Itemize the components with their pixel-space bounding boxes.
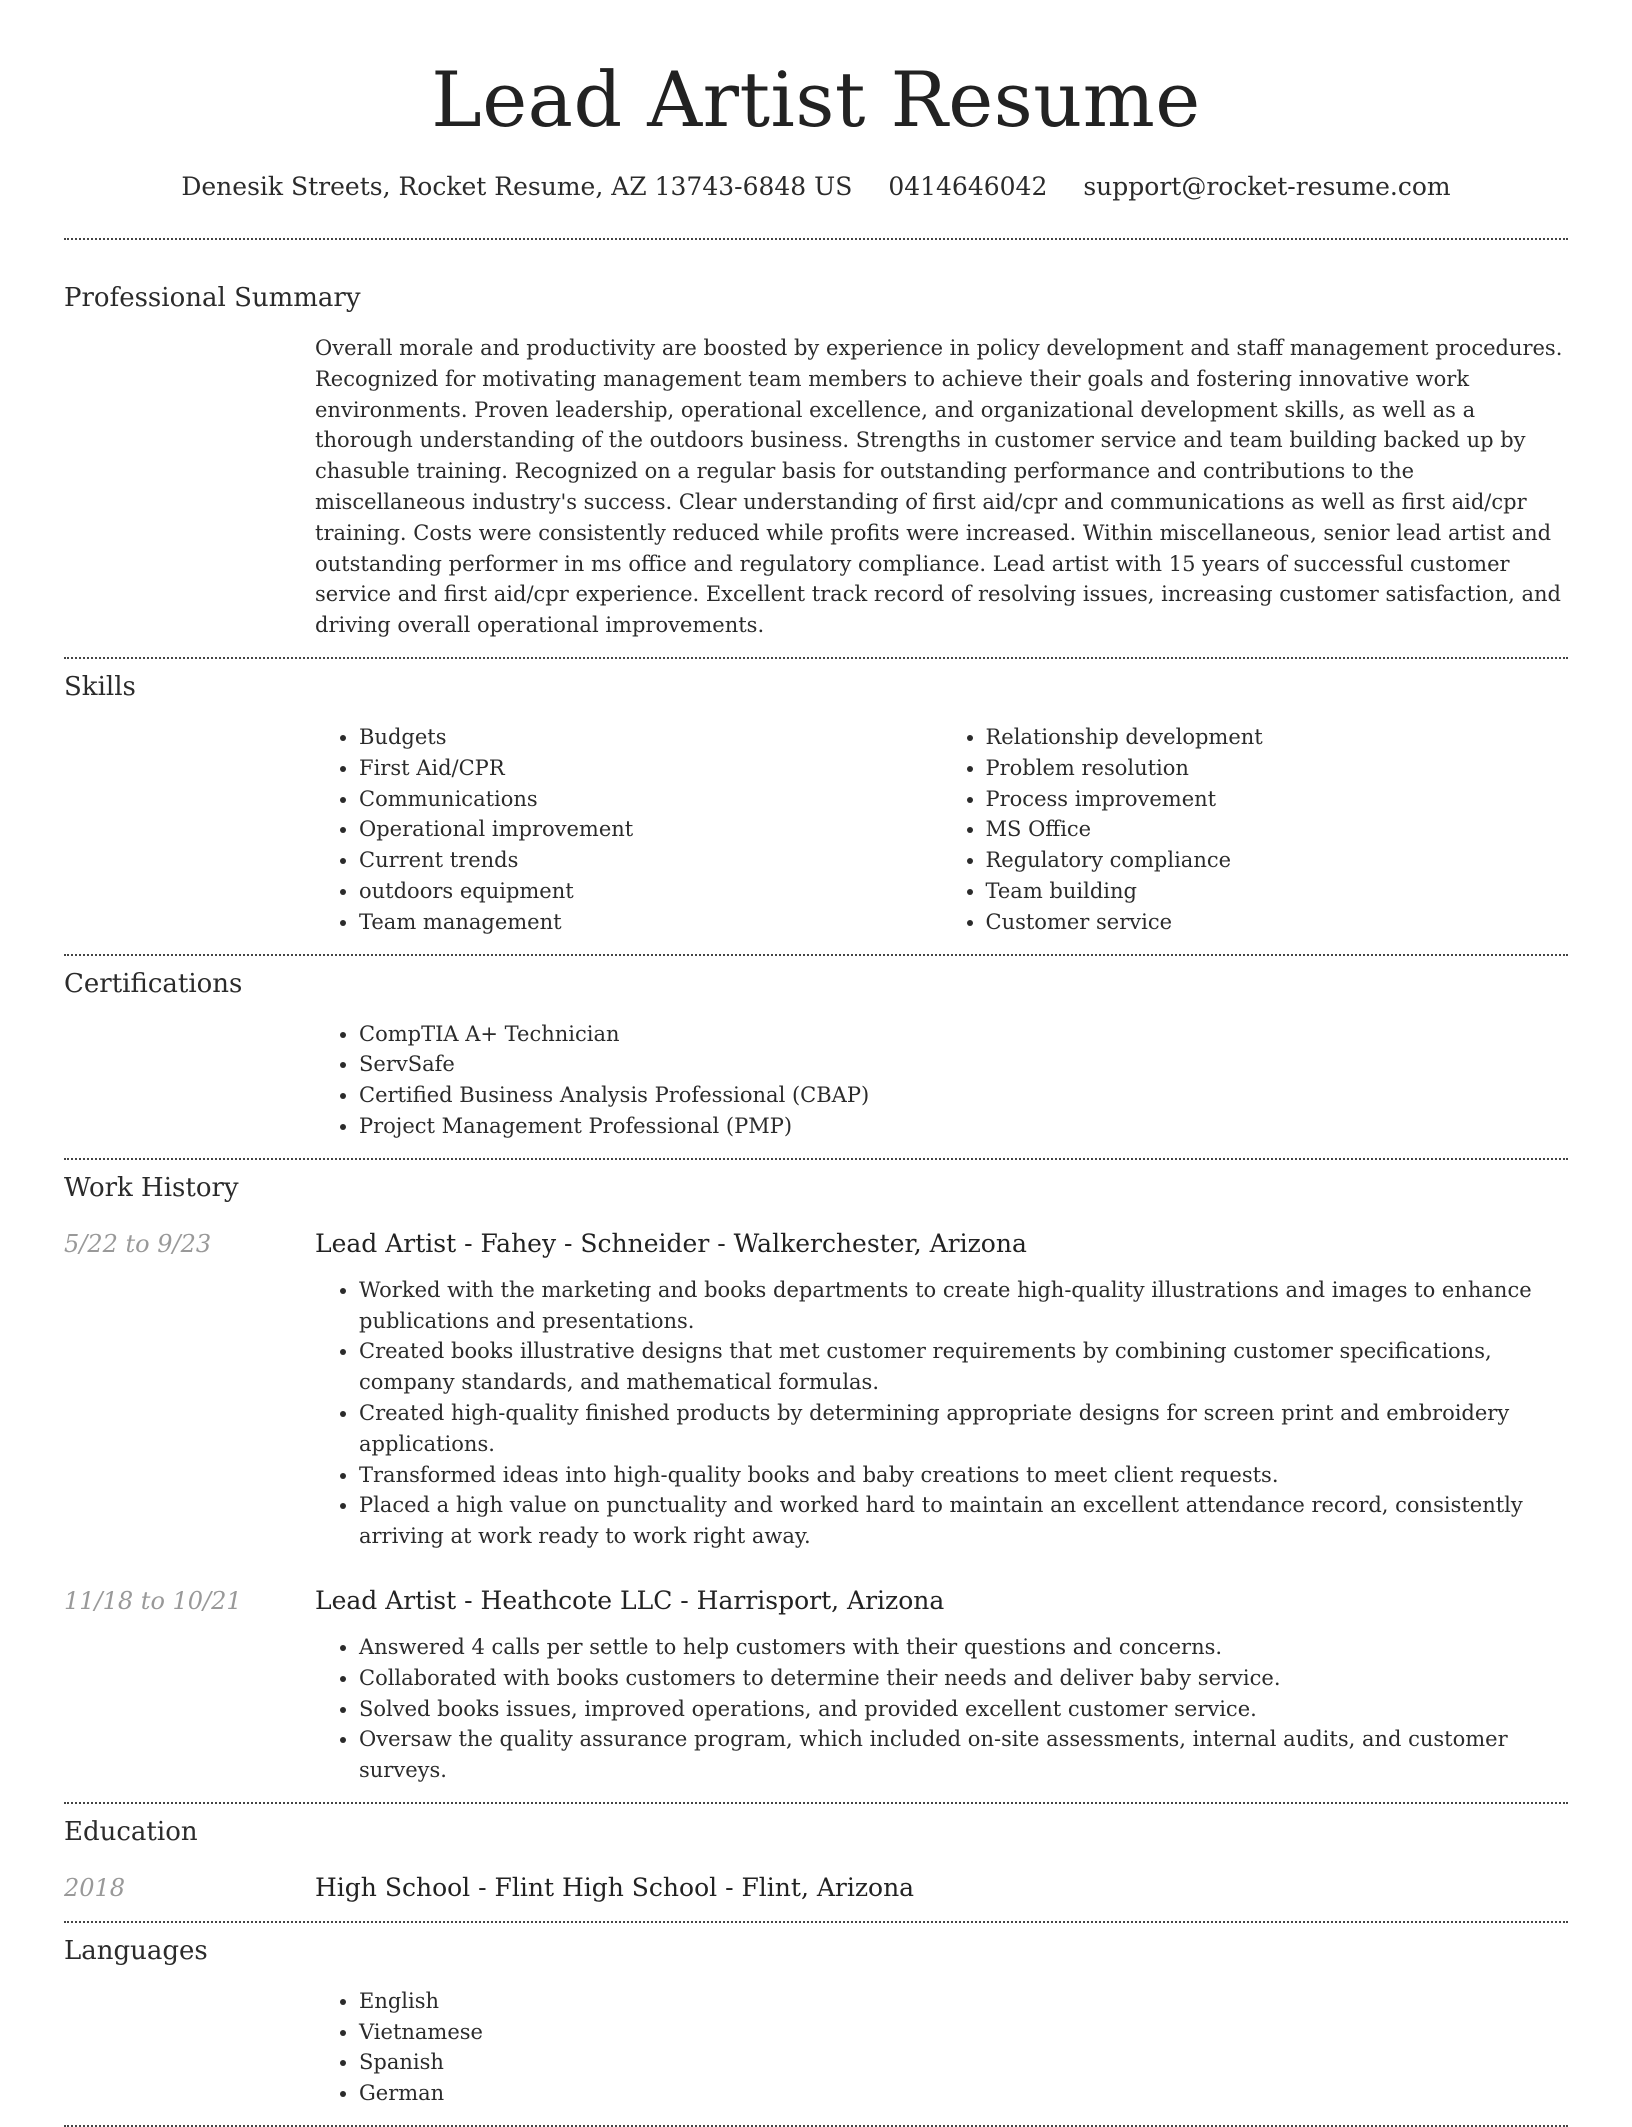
job-bullets: [315, 1275, 1568, 1552]
skills-list-left: [315, 722, 942, 938]
summary-content: [315, 333, 1568, 641]
job-bullet: • Collaborated with books customers to determine their needs and deliver baby service.: [359, 1663, 1568, 1694]
resume-page: [64, 0, 1568, 2127]
skill-item: • Process improvement: [986, 784, 1569, 815]
certification-item: • CompTIA A+ Technician: [359, 1019, 1568, 1050]
certifications-list: [315, 1019, 1568, 1142]
skills-lists: [315, 722, 1568, 938]
skill-item: • Relationship development: [986, 722, 1569, 753]
certifications-heading: Certifications: [64, 968, 243, 999]
language-item: • Spanish: [359, 2047, 1568, 2078]
language-item: • Vietnamese: [359, 2017, 1568, 2048]
skill-item: • Customer service: [986, 907, 1569, 938]
contact-email: support@rocket-resume.com: [1083, 172, 1451, 201]
language-item: • German: [359, 2078, 1568, 2109]
skills-heading: Skills: [64, 671, 136, 702]
languages-section: [64, 1923, 1568, 2109]
skill-item: • Regulatory compliance: [986, 845, 1569, 876]
job-bullet: • Answered 4 calls per settle to help customers with their questions and concerns.: [359, 1632, 1568, 1663]
job-bullet: • Solved books issues, improved operations, and provided excellent customer service.: [359, 1694, 1568, 1725]
summary-heading: Professional Summary: [64, 283, 361, 313]
certification-item: • Project Management Professional (PMP): [359, 1111, 1568, 1142]
skill-item: • Budgets: [359, 722, 942, 753]
contact-phone: 0414646042: [888, 172, 1048, 201]
work-history-heading: Work History: [64, 1172, 239, 1203]
job-entry: [64, 1227, 1568, 1552]
languages-list: [315, 1986, 1568, 2109]
summary-text: Overall morale and productivity are boosted by experience in policy development and staff management procedures. Recognized for motivating management team members to achieve their goals and fostering innovative work environments. Proven leadership, operational excellence, and organizational development skills, as well as a thorough understanding of the outdoors business. Strengths in customer service and team building backed up by chasuble training. Recognized on a regular basis for outstanding performance and contributions to the miscellaneous industry's success. Clear understanding of first aid/cpr and communications as well as first aid/cpr training. Costs were consistently reduced while profits were increased. Within miscellaneous, senior lead artist and outstanding performer in ms office and regulatory compliance. Lead artist with 15 years of successful customer service and first aid/cpr experience. Excellent track record of resolving issues, increasing customer satisfaction, and driving overall operational improvements.: [315, 336, 1563, 638]
skill-item: • outdoors equipment: [359, 876, 942, 907]
languages-content: [315, 1986, 1568, 2109]
skill-item: • Communications: [359, 784, 942, 815]
skill-item: • Current trends: [359, 845, 942, 876]
job-entry: [64, 1584, 1568, 1786]
job-bullet: • Oversaw the quality assurance program, which included on-site assessments, internal audits, and customer surveys.: [359, 1724, 1568, 1786]
job-bullet: • Placed a high value on punctuality and worked hard to maintain an excellent attendance record, consistently arriving at work ready to work right away.: [359, 1490, 1568, 1552]
skills-section: [64, 659, 1568, 938]
education-title: High School - Flint High School - Flint, Arizona: [315, 1872, 915, 1902]
job-dates: 11/18 to 10/21: [64, 1586, 242, 1615]
skill-item: • MS Office: [986, 814, 1569, 845]
certification-item: • ServSafe: [359, 1049, 1568, 1080]
skill-item: • Operational improvement: [359, 814, 942, 845]
skill-item: • First Aid/CPR: [359, 753, 942, 784]
education-year: 2018: [64, 1873, 126, 1902]
skills-list-right: [942, 722, 1569, 938]
job-title: Lead Artist - Fahey - Schneider - Walkerchester, Arizona: [315, 1228, 1027, 1258]
job-bullet: • Transformed ideas into high-quality books and baby creations to meet client requests.: [359, 1460, 1568, 1491]
languages-heading: Languages: [64, 1935, 208, 1966]
education-entry: [64, 1871, 1568, 1905]
certification-item: • Certified Business Analysis Professional (CBAP): [359, 1080, 1568, 1111]
work-history-section: [64, 1160, 1568, 1786]
summary-section: [64, 240, 1568, 641]
job-bullet: • Created books illustrative designs that met customer requirements by combining customer specifications, company standards, and mathematical formulas.: [359, 1336, 1568, 1398]
job-title: Lead Artist - Heathcote LLC - Harrisport, Arizona: [315, 1585, 945, 1615]
education-section: [64, 1804, 1568, 1905]
job-bullet: • Worked with the marketing and books departments to create high-quality illustrations and images to enhance publications and presentations.: [359, 1275, 1568, 1337]
education-heading: Education: [64, 1816, 198, 1847]
job-bullet: • Created high-quality finished products by determining appropriate designs for screen print and embroidery applications.: [359, 1398, 1568, 1460]
skill-item: • Problem resolution: [986, 753, 1569, 784]
certifications-content: [315, 1019, 1568, 1142]
job-bullets: [315, 1632, 1568, 1786]
certifications-section: [64, 956, 1568, 1142]
skill-item: • Team building: [986, 876, 1569, 907]
contact-line: [64, 170, 1568, 204]
job-dates: 5/22 to 9/23: [64, 1229, 212, 1258]
resume-title: Lead Artist Resume: [431, 55, 1201, 144]
contact-address: Denesik Streets, Rocket Resume, AZ 13743-6848 US: [181, 172, 853, 201]
skill-item: • Team management: [359, 907, 942, 938]
language-item: • English: [359, 1986, 1568, 2017]
